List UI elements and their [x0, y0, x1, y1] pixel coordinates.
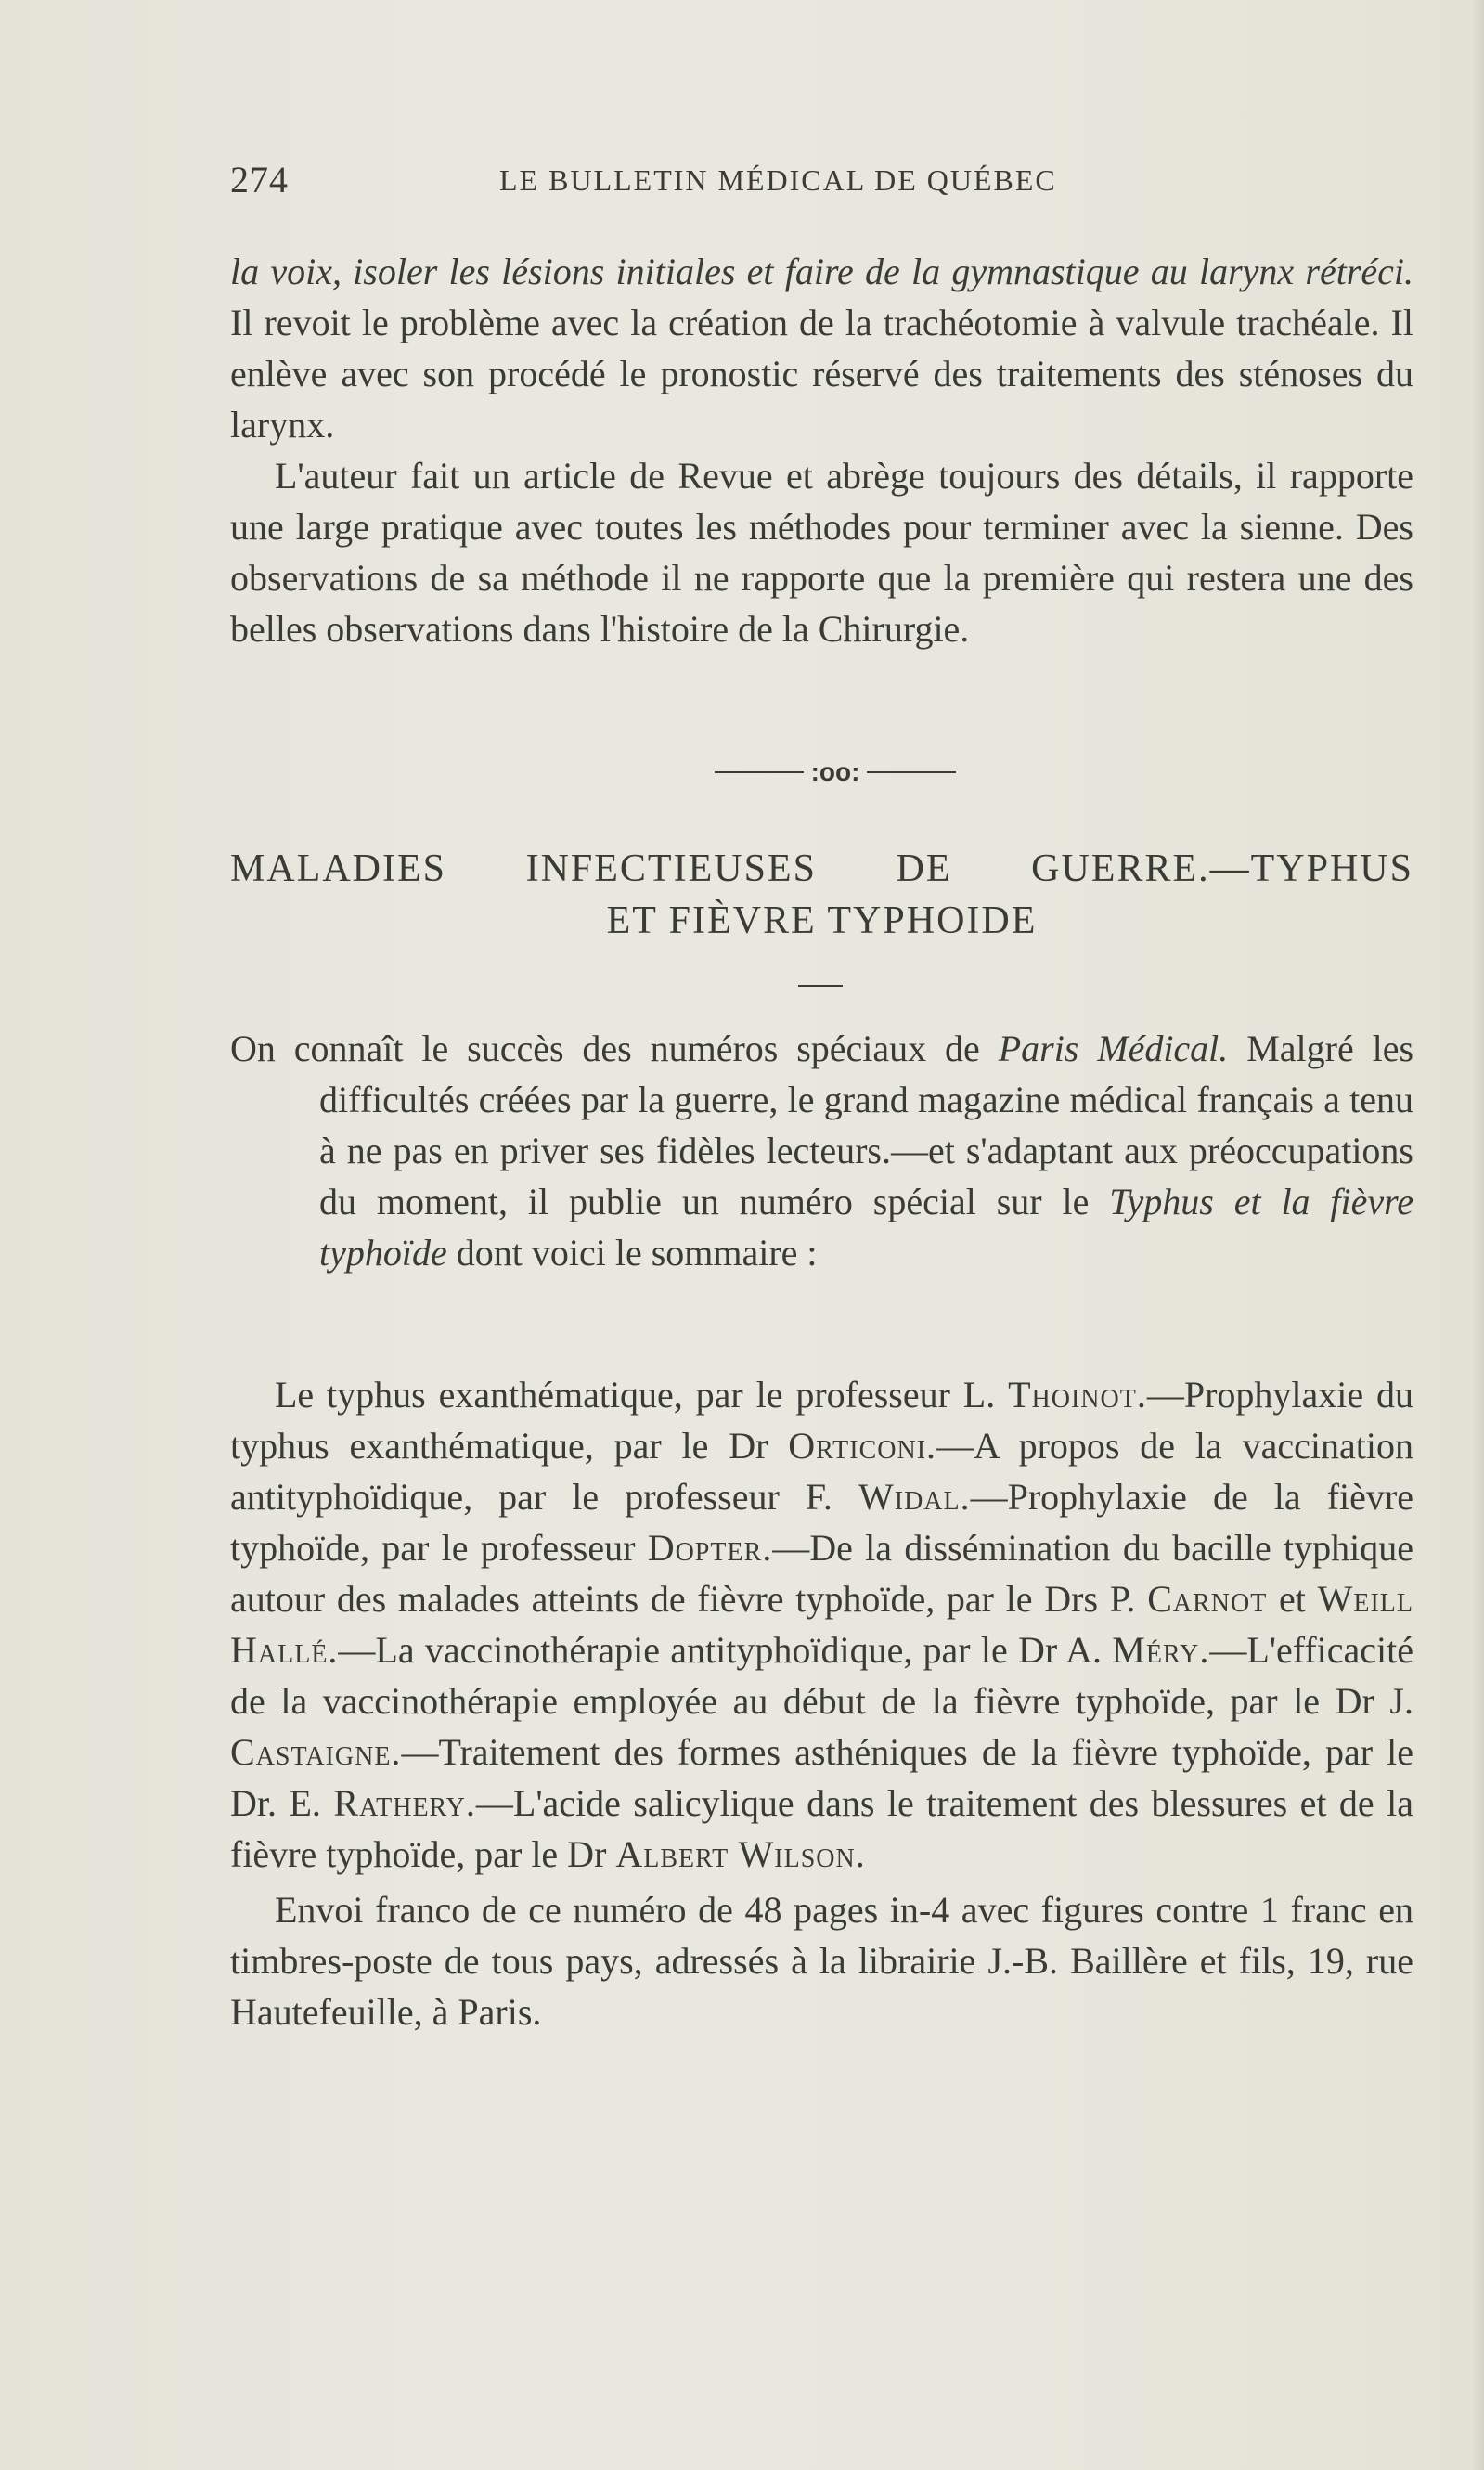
page-header: [230, 158, 1413, 204]
paragraph-2: L'auteur fait un article de Revue et abrège toujours des détails, il rapporte une large pratique avec toutes les méthodes pour terminer avec la sienne. Des observations de sa méthode il ne rapporte que la première qui restera une des belles observations dans l'histoire de la Chirurgie.: [230, 455, 1413, 650]
text-run: Malgré les difficultés créées par la guerre, le grand magazine médical français a tenu à ne pas en priver ses fidèles lecteurs.—et s'adaptant aux préoccupations du moment, il publie un numéro spécial sur le: [319, 1028, 1414, 1222]
summary-text: Le typhus exanthématique, par le professeur L.: [275, 1374, 1009, 1416]
separator-mark: :oo:: [810, 757, 860, 786]
page-number: 274: [230, 159, 289, 200]
summary-paragraph: [230, 1369, 1413, 1880]
italic-run: la voix, isoler les lésions initiales et faire de la gymnastique au larynx rétréci.: [230, 251, 1413, 292]
italic-run: Typhus et la fièvre typhoïde: [319, 1181, 1414, 1274]
section-title-line-1: MALADIES INFECTIEUSES DE GUERRE.—TYPHUS: [230, 847, 1413, 890]
author-name: Carnot: [1147, 1578, 1268, 1620]
review-continuation: [230, 246, 1413, 654]
text-run: On connaît le succès des numéros spéciaux de: [230, 1028, 999, 1069]
author-name: Dopter.: [647, 1527, 773, 1569]
summary-text: —De la dissémination du bacille typhique autour des malades atteints de fièvre typhoïde, par le Drs P.: [230, 1527, 1413, 1620]
title-rule: [798, 985, 843, 987]
paragraph-1: [230, 246, 1413, 450]
author-name: Weill Hallé.: [230, 1578, 1413, 1671]
summary-list: [230, 1369, 1413, 2037]
separator-line-left: [715, 771, 804, 773]
section-title-line-2: ET FIÈVRE TYPHOIDE: [606, 899, 1038, 942]
text-run: dont voici le sommaire :: [446, 1232, 818, 1274]
summary-text: —L'efficacité de la vaccinothérapie employée au début de la fièvre typhoïde, par le Dr J.: [230, 1629, 1413, 1722]
summary-text: et: [1267, 1578, 1318, 1620]
section-separator: [705, 754, 965, 791]
author-name: Orticoni.: [788, 1425, 937, 1467]
summary-text: —Traitement des formes asthéniques de la fièvre typhoïde, par le Dr. E.: [230, 1731, 1413, 1824]
author-name: Thoinot.: [1008, 1374, 1147, 1416]
summary-text: —La vaccinothérapie antityphoïdique, par le Dr A.: [338, 1629, 1113, 1671]
author-name: Castaigne.: [230, 1731, 402, 1773]
text-run: Il revoit le problème avec la création de la trachéotomie à valvule trachéale. Il enlève avec son procédé le pronostic réservé des traitements des sténoses du larynx.: [230, 302, 1413, 446]
summary-text: —L'acide salicylique dans le traitement des blessures et de la fièvre typhoïde, par le Dr: [230, 1782, 1413, 1875]
author-name: Méry.: [1112, 1629, 1210, 1671]
italic-run: Paris Médical.: [998, 1028, 1229, 1069]
page-edge: [1471, 0, 1484, 2470]
article-intro: [230, 1023, 1413, 1278]
author-name: Rathery.: [333, 1782, 476, 1824]
author-name: Albert Wilson.: [615, 1833, 866, 1875]
summary-text: —Prophylaxie de la fièvre typhoïde, par le professeur: [230, 1476, 1413, 1569]
summary-text: —A propos de la vaccination antityphoïdique, par le professeur F.: [230, 1425, 1413, 1518]
separator-line-right: [867, 771, 956, 773]
summary-text: —Prophylaxie du typhus exanthématique, par le Dr: [230, 1374, 1413, 1467]
author-name: Widal.: [858, 1476, 971, 1518]
closing-paragraph: Envoi franco de ce numéro de 48 pages in-4 avec figures contre 1 franc en timbres-poste de tous pays, adressés à la librairie J.-B. Baillère et fils, 19, rue Hautefeuille, à Paris.: [230, 1889, 1413, 2033]
running-title: LE BULLETIN MÉDICAL DE QUÉBEC: [499, 163, 1057, 197]
intro-paragraph: [230, 1023, 1413, 1278]
section-title: [230, 843, 1413, 947]
